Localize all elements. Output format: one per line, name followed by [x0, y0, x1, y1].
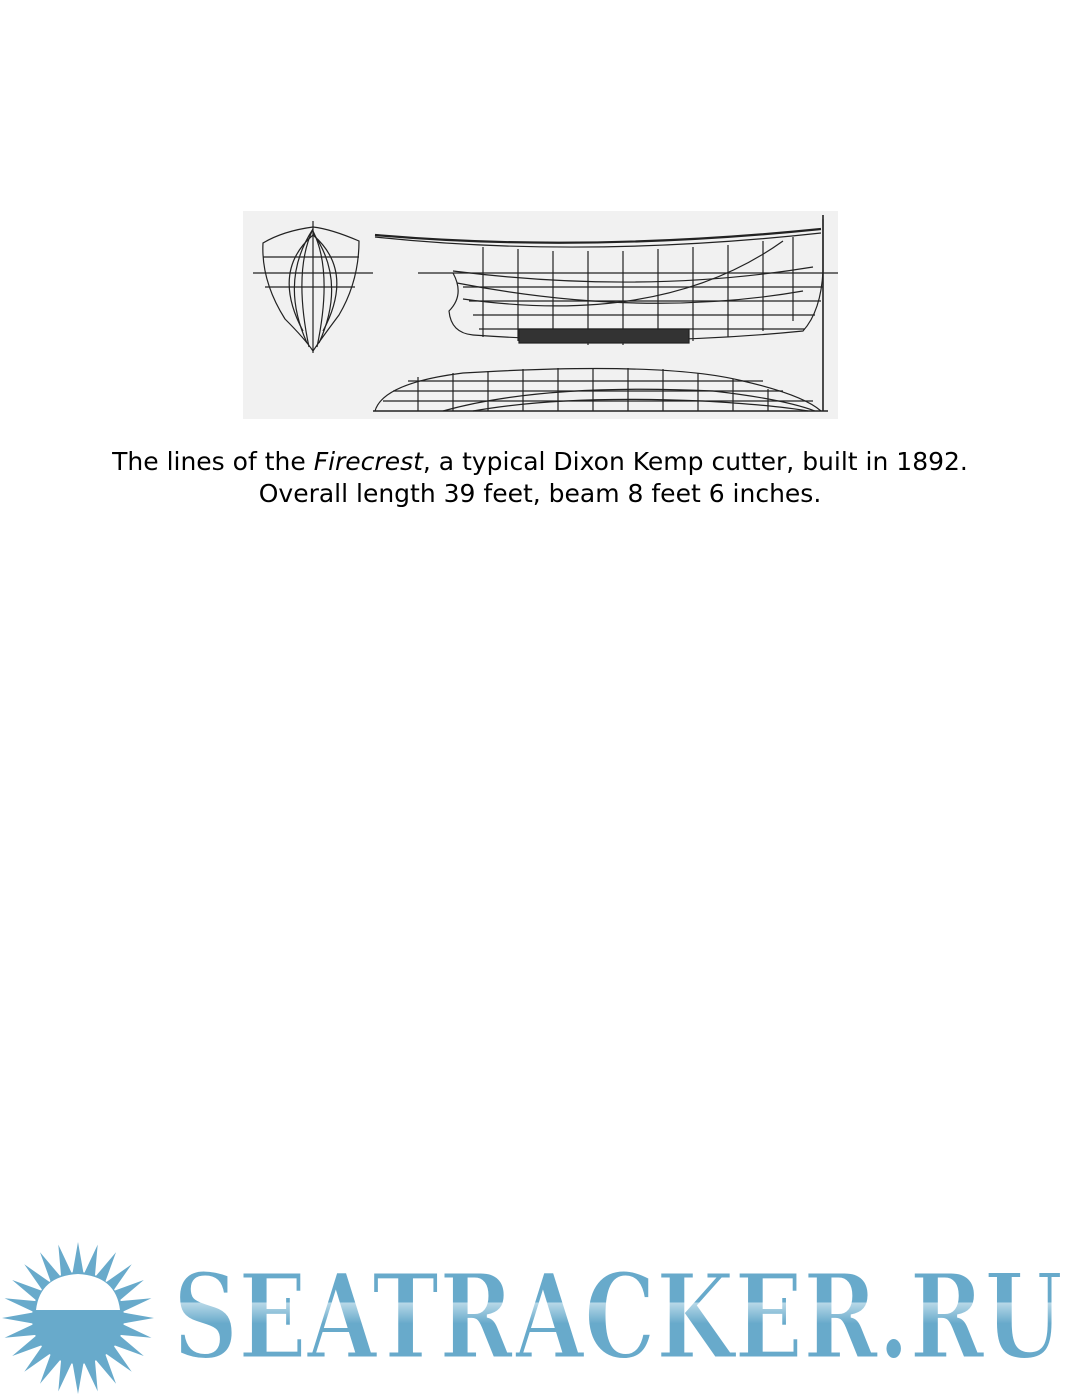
boat-lines-plan-icon	[243, 211, 838, 419]
body-plan	[253, 221, 373, 353]
caption-vessel-name: Firecrest	[313, 447, 423, 476]
watermark-text: SEATRACKER.RU	[173, 1262, 1063, 1372]
caption-rest: , a typical Dixon Kemp cutter, built in 1892. Overall length 39 feet, beam 8 feet 6 inches.	[258, 447, 968, 508]
half-breadth-plan	[373, 368, 828, 411]
lines-plan-figure	[243, 211, 838, 419]
watermark-wordmark	[168, 1262, 1068, 1372]
caption-lead: The lines of the	[112, 447, 314, 476]
sun-icon	[0, 1238, 170, 1397]
figure-caption	[110, 446, 970, 510]
profile-plan	[375, 215, 838, 411]
